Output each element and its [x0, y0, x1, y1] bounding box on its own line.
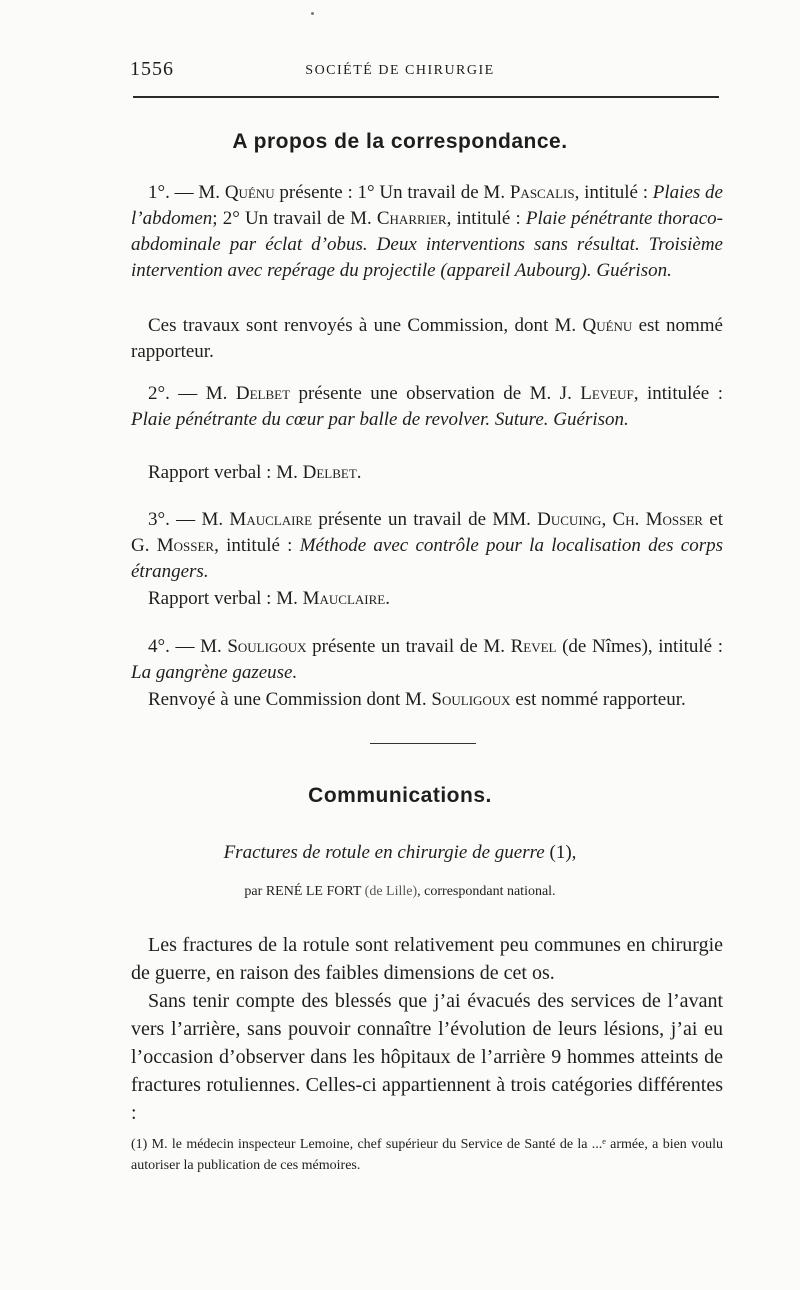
- person-name: Mauclaire: [229, 509, 313, 530]
- item-2-paragraph: 2°. — M. Delbet présente une observation de M. J. Leveuf, intitulée : Plaie pénétrante du cœur par balle de revolver. Suture. Guérison.: [131, 383, 723, 430]
- item-3-decision: Rapport verbal : M. Mauclaire.: [148, 588, 390, 609]
- item-4-paragraph: 4°. — M. Souligoux présente un travail de M. Revel (de Nîmes), intitulé : La gangrène gazeuse.: [131, 636, 723, 683]
- article-paragraph-2: Sans tenir compte des blessés que j’ai évacués des services de l’avant vers l’arrière, sans pouvoir connaître l’évolution de leurs lésions, j’ai eu l’occasion d’observer dans les hôpitaux de l’arrière 9 hommes atteints de fractures rotuliennes. Celles-ci appartiennent à trois catégories différentes :: [131, 990, 723, 1124]
- section-title-communications: Communications.: [308, 784, 492, 807]
- item-1-decision: Ces travaux sont renvoyés à une Commission, dont M. Quénu est nommé rapporteur.: [131, 315, 723, 362]
- work-title: Plaie pénétrante thoraco-abdominale par éclat d’obus. Deux interventions sans résultat. Troisième intervention avec repérage du projectile (appareil Aubourg). Guérison.: [131, 208, 724, 281]
- person-name: Delbet: [235, 383, 291, 404]
- item-2-decision: Rapport verbal : M. Delbet.: [148, 462, 362, 483]
- person-name: Souligoux: [431, 689, 511, 710]
- item-4-decision: Renvoyé à une Commission dont M. Souligoux est nommé rapporteur.: [148, 689, 686, 710]
- person-name: Ducuing: [537, 509, 602, 530]
- footnote: (1) M. le médecin inspecteur Lemoine, chef supérieur du Service de Santé de la ...ᵉ armée, a bien voulu autoriser la publication de ces mémoires.: [131, 1137, 723, 1173]
- person-name: Revel: [510, 636, 557, 657]
- item-1-paragraph: 1°. — M. Quénu présente : 1° Un travail de M. Pascalis, intitulé : Plaies de l’abdomen; 2° Un travail de M. Charrier, intitulé : Plaie pénétrante thoraco-abdominale par éclat d’obus. Deux interventions sans résultat. Troisième intervention avec repérage du projectile (appareil Aubourg). Guérison.: [131, 182, 724, 281]
- item-number: 1°.: [148, 182, 170, 203]
- item-number: 3°.: [148, 509, 170, 530]
- item-3-paragraph: 3°. — M. Mauclaire présente un travail de MM. Ducuing, Ch. Mosser et G. Mosser, intitulé : Méthode avec contrôle pour la localisation des corps étrangers.: [131, 509, 723, 582]
- article-byline: par RENÉ LE FORT (de Lille), correspondant national.: [244, 884, 556, 899]
- page-number: 1556: [130, 58, 174, 80]
- footnote-ref: (1),: [544, 842, 577, 863]
- person-name: Delbet: [302, 462, 357, 483]
- person-name: Mauclaire: [302, 588, 386, 609]
- item-number: 4°.: [148, 636, 170, 657]
- item-number: 2°.: [148, 383, 170, 404]
- person-name: Quénu: [582, 315, 633, 336]
- author-name: RENÉ LE FORT: [265, 884, 362, 899]
- person-name: Pascalis: [509, 182, 575, 203]
- print-speck: [311, 12, 314, 15]
- work-title: Plaie pénétrante du cœur par balle de revolver. Suture. Guérison.: [131, 409, 629, 430]
- work-title: Plaies de l’abdomen: [131, 182, 723, 229]
- running-title: SOCIÉTÉ DE CHIRURGIE: [305, 63, 495, 78]
- section-divider: [370, 743, 476, 744]
- person-name: Souligoux: [227, 636, 307, 657]
- person-name: Mosser: [156, 535, 215, 556]
- person-name: Charrier: [376, 208, 447, 229]
- person-name: Leveuf: [580, 383, 634, 404]
- section-title-correspondance: A propos de la correspondance.: [232, 130, 568, 153]
- header-rule: [133, 96, 719, 98]
- work-title: Méthode avec contrôle pour la localisation des corps étrangers.: [131, 535, 723, 582]
- article-title: Fractures de rotule en chirurgie de guerre (1),: [223, 842, 577, 863]
- person-name: Ch. Mosser: [612, 509, 703, 530]
- author-place: (de Lille): [361, 884, 418, 899]
- person-name: Quénu: [224, 182, 275, 203]
- article-paragraph-1: Les fractures de la rotule sont relativement peu communes en chirurgie de guerre, en raison des faibles dimensions de cet os.: [131, 934, 723, 984]
- work-title: La gangrène gazeuse.: [131, 662, 298, 683]
